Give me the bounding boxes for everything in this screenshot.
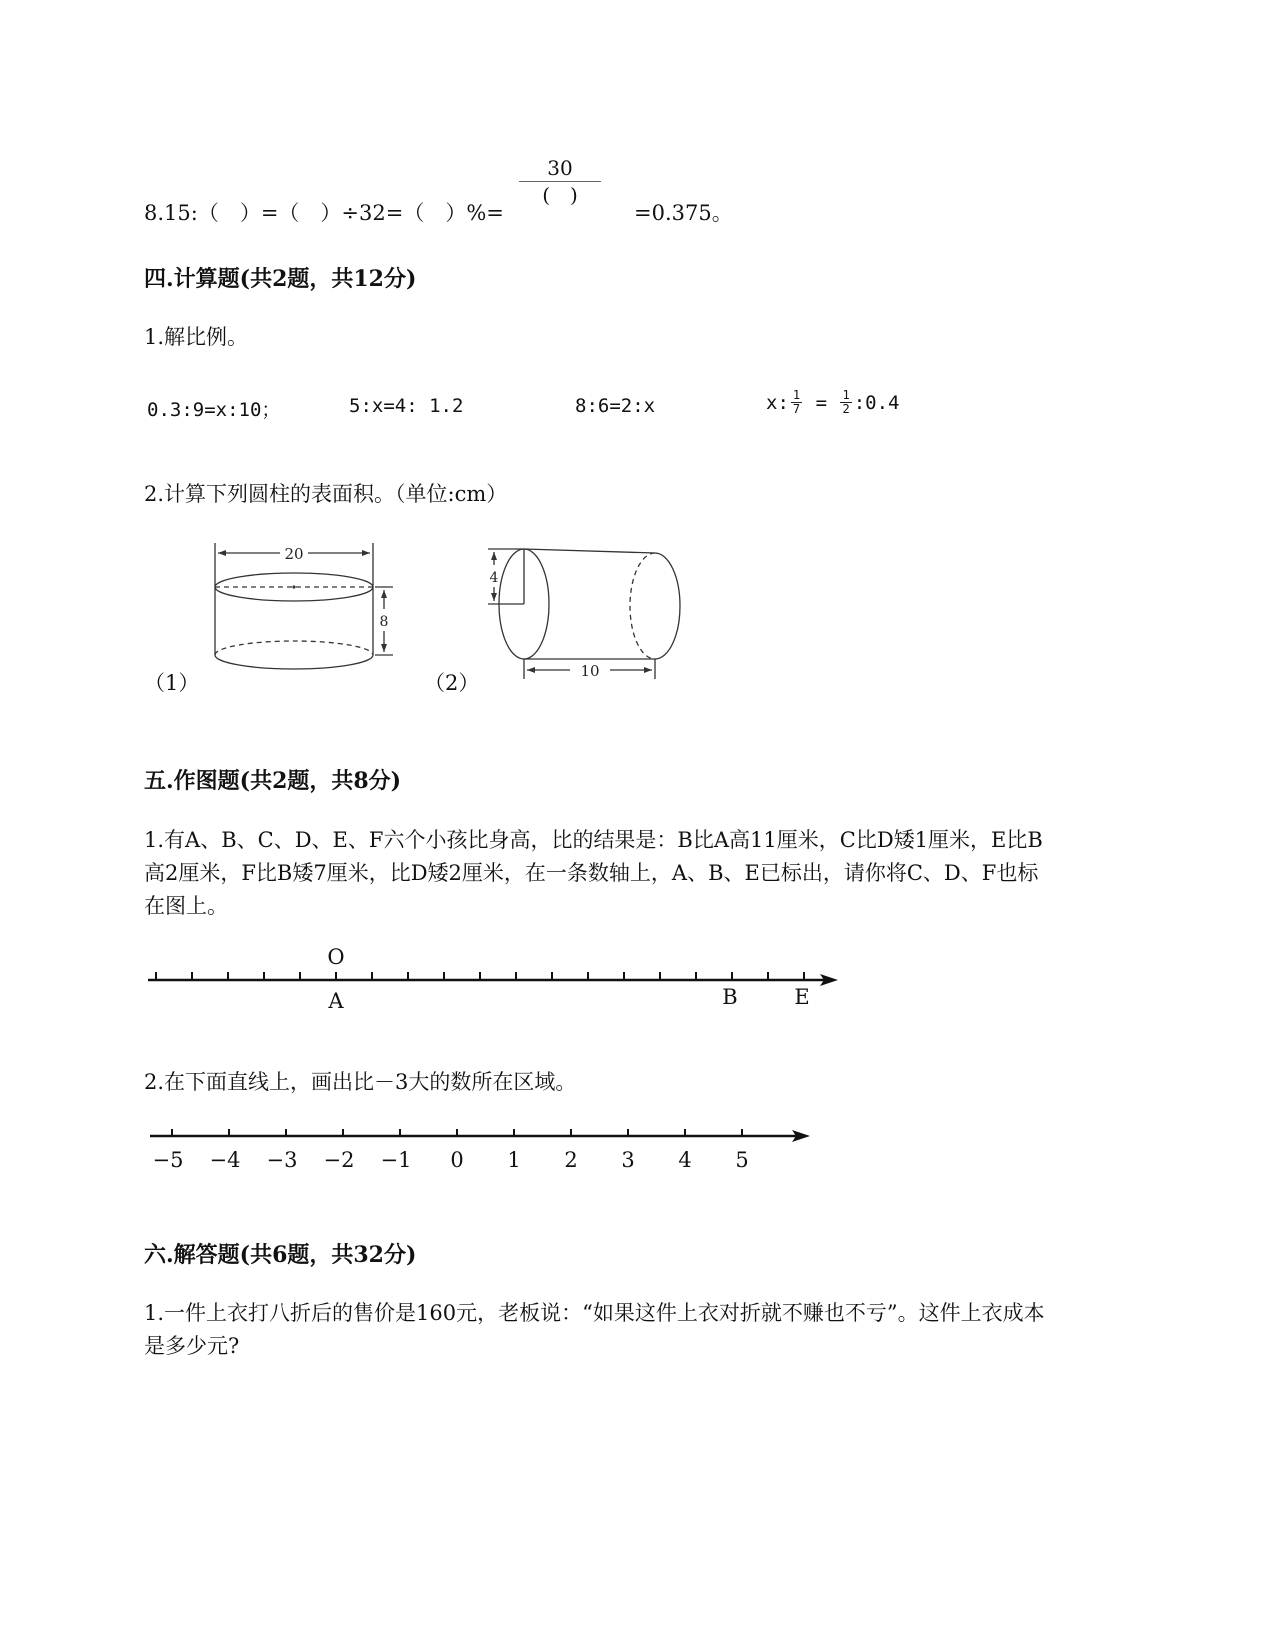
cylinder-figure-2: [480, 535, 700, 685]
proportion-eq-1: 0.3:9=x:10；: [147, 399, 281, 421]
axis-tick-label: 4: [678, 1148, 692, 1172]
proportion-eq-4-left: x:: [766, 391, 789, 414]
proportion-eq-3: 8:6=2:x: [575, 395, 656, 417]
fraction-1-denominator: 7: [792, 402, 801, 416]
axis-tick-labels: [153, 1148, 749, 1172]
axis-tick-label: 1: [507, 1148, 521, 1172]
proportion-eq-4-fraction-1: [791, 389, 802, 416]
section4-q2-text: 2.计算下列圆柱的表面积。（单位:cm）: [144, 482, 508, 506]
section4-q1-text: 1.解比例。: [144, 325, 249, 349]
axis-tick-label: −2: [323, 1148, 355, 1172]
proportion-eq-4: [766, 389, 899, 416]
proportion-eq-2: 5:x=4: 1.2: [349, 395, 464, 417]
axis-tick-label: −3: [266, 1148, 298, 1172]
section5-q1-text: 1.有A、B、C、D、E、F六个小孩比身高，比的结果是：B比A高11厘米，C比D矮1厘米，E比B高2厘米，F比B矮7厘米，比D矮2厘米，在一条数轴上，A、B、E已标出，请你将C、D、F也标在图上。: [144, 828, 1043, 918]
figure-1-label: （1）: [144, 671, 200, 695]
axis-tick-label: 3: [621, 1148, 635, 1172]
section6-title: 六.解答题(共6题，共32分): [144, 1242, 417, 1268]
axis-tick-label: −1: [380, 1148, 412, 1172]
section4-title: 四.计算题(共2题，共12分): [144, 266, 417, 292]
cylinder-1-top-dimension: 20: [284, 545, 304, 563]
proportion-eq-4-right: :0.4: [853, 391, 900, 414]
section5-title: 五.作图题(共2题，共8分): [144, 768, 402, 794]
q8-fraction: [519, 155, 601, 208]
cylinder-2-length-dimension: 10: [580, 662, 600, 680]
axis-tick-label: 5: [735, 1148, 749, 1172]
axis-origin-label: O: [327, 945, 345, 969]
fraction-2-denominator: 2: [842, 402, 850, 416]
q8-suffix: =0.375。: [634, 201, 733, 225]
number-line-integers: [140, 1120, 830, 1180]
point-e-label: E: [794, 985, 810, 1009]
proportion-eq-4-mid: =: [804, 391, 839, 414]
axis-tick-label: −4: [209, 1148, 241, 1172]
q8-fraction-denominator: ( ): [519, 181, 601, 208]
cylinder-figure-1: [200, 535, 410, 685]
section5-q2-text: 2.在下面直线上，画出比－3大的数所在区域。: [144, 1070, 577, 1094]
proportion-eq-4-fraction-2: [840, 389, 851, 416]
axis-tick-label: 2: [564, 1148, 578, 1172]
figure-2-label: （2）: [424, 671, 480, 695]
fraction-2-numerator: 1: [842, 388, 850, 402]
cylinder-1-side-dimension: 8: [379, 614, 389, 630]
axis-tick-label: 0: [450, 1148, 464, 1172]
axis-tick-label: −5: [152, 1148, 184, 1172]
q8-prefix: 8.15:（ ）=（ ）÷32=（ ）%=: [144, 201, 504, 225]
q8-fraction-numerator: 30: [547, 156, 573, 180]
fraction-1-numerator: 1: [792, 388, 801, 402]
cylinder-2-radius-dimension: 4: [489, 570, 499, 586]
point-a-label: A: [328, 989, 344, 1013]
number-line-heights: [140, 940, 850, 1020]
point-b-label: B: [722, 985, 738, 1009]
section6-q1-text: 1.一件上衣打八折后的售价是160元，老板说：“如果这件上衣对折就不赚也不亏”。这件上衣成本是多少元?: [144, 1301, 1045, 1358]
